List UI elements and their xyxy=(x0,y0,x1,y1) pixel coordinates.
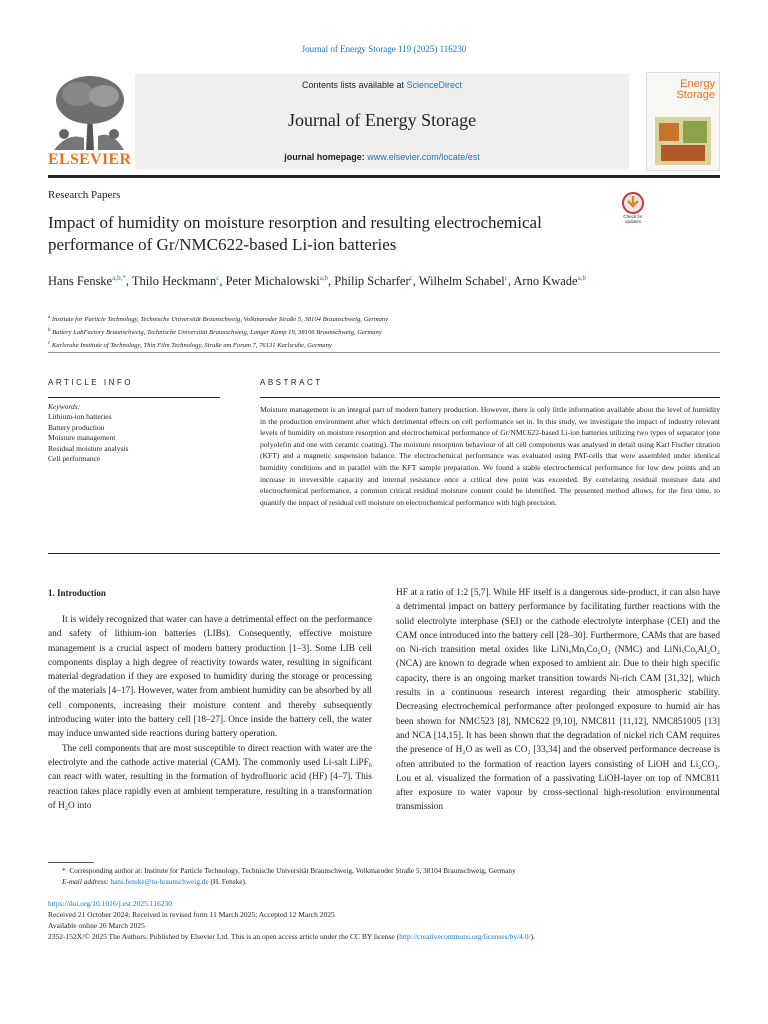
author-affiliation-marker[interactable]: c xyxy=(216,274,220,282)
author-list: Hans Fenske$^{a,b,*}$, Thilo Heckmann$^c$, Peter Michalowski$^{a,b}$, Philip Scharfer$^c$, Wilhelm Schabel$^c$, Arno Kwade$^{a,b}$ xyxy=(48,274,586,289)
section-type: Research Papers xyxy=(48,189,121,201)
homepage-prefix: journal homepage: xyxy=(284,152,368,162)
homepage-link[interactable]: www.elsevier.com/locate/est xyxy=(367,152,480,162)
author-name[interactable]: Wilhelm Schabel xyxy=(418,274,505,289)
body-paragraph: HF at a ratio of 1:2 [5,7]. While HF itself is a dangerous side-product, it can also have a detrimental impact on battery performance by facilitating further reactions with the solid electrolyte interphase (SEI) or the cathode electrolyte interphase (CEI) and the CAM once introduced into the battery cell [28–30]. Furthermore, CAMs that are based on Ni-rich transition metal oxides like LiNiₓMnᵧCo₂O₂ (NMC) and LiNiₓCoᵧAl₂O₂ (NCA) are known to degrade when exposed to ambient air. Due to their high specific capacity, there is an ongoing market transition towards Ni-rich CAM [31,32], which results in a continuous research interest regarding their atmospheric stability. Decreasing electrochemical performance after prolonged exposure to humid air has been shown for NMC523 [8], NMC622 [9,10], NMC811 [11,12], NMC851005 [13] and NCA [14,15]. It has been shown that the degradation of nickel rich CAM requires the presence of H₂O as well as CO₂ [33,34] and the observed performance decrease is often attributed to the formation of reaction layers consisting of LiOH and Li₂CO₃. Lou et al. visualized the formation of a passivating LiOH-layer on top of NMC811 after exposure to water vapour by cross-sectional high-resolution environmental transmission xyxy=(396,588,720,813)
email-suffix: (H. Fenske). xyxy=(210,877,247,886)
email-link[interactable]: hans.fenske@tu-braunschweig.de xyxy=(110,877,209,886)
journal-title: Journal of Energy Storage xyxy=(287,110,477,130)
body-paragraph: The cell components that are most susceptible to direct reaction with water are the electrolyte and the cathode active material (CAM). The commonly used Li-salt LiPF₆ can react with water, resulting in the formation of hydrofluoric acid (HF) [4–7]. This reaction takes place rapidly even at ambient temperature, resulting in a transformation of H₂O into xyxy=(48,743,372,811)
masthead xyxy=(48,72,720,171)
affiliation-item xyxy=(48,312,648,325)
license-suffix: ). xyxy=(530,932,536,941)
author-affiliation-marker[interactable]: c xyxy=(504,274,508,282)
cover-image-icon xyxy=(655,117,711,165)
body-column-right xyxy=(396,586,720,815)
author-name[interactable]: Philip Scharfer xyxy=(334,274,410,289)
check-for-updates-button[interactable] xyxy=(618,192,648,226)
affiliation-list xyxy=(48,312,648,352)
email-label: E-mail address: xyxy=(62,877,109,886)
publication-info xyxy=(48,898,728,942)
contents-prefix: Contents lists available at xyxy=(301,80,407,90)
article-info-rule xyxy=(48,397,220,398)
sciencedirect-link[interactable]: ScienceDirect xyxy=(406,80,463,90)
keyword-item: Residual moisture analysis xyxy=(48,443,129,453)
journal-banner xyxy=(135,74,629,169)
doi-link[interactable]: https://doi.org/10.1016/j.est.2025.116230 xyxy=(48,899,172,908)
footnote xyxy=(48,865,720,887)
header-divider xyxy=(48,352,720,353)
keyword-list xyxy=(48,412,220,464)
elsevier-wordmark: ELSEVIER xyxy=(48,151,132,168)
affiliation-key: b xyxy=(48,328,51,334)
affiliation-item xyxy=(48,325,648,338)
license-link[interactable]: http://creativecommons.org/licenses/by/4.0/ xyxy=(399,932,531,941)
author-affiliation-marker[interactable]: a,b xyxy=(577,274,586,282)
top-rule xyxy=(48,175,720,178)
check-updates-label: Check for updates xyxy=(623,214,643,224)
received-dates: Received 21 October 2024; Received in revised form 11 March 2025; Accepted 12 March 2025 xyxy=(48,910,335,919)
elsevier-logo[interactable] xyxy=(48,72,130,171)
affiliation-item xyxy=(48,338,648,351)
author-affiliation-marker[interactable]: a,b,* xyxy=(112,274,126,282)
author-name[interactable]: Thilo Heckmann xyxy=(131,274,217,289)
article-info-heading: ARTICLE INFO xyxy=(48,378,133,387)
cover-title-line2: Storage xyxy=(676,89,715,101)
affiliation-text: Karlsruhe Institute of Technology, Thin Film Technology, Straße am Forum 7, 76131 Karlsruhe, Germany xyxy=(51,342,332,350)
author-name[interactable]: Arno Kwade xyxy=(513,274,578,289)
abstract-text: Moisture management is an integral part of modern battery production. However, there is only little information available about the level of humidity in the production environment after which detrimental effects on cell performance set in. In this study, we investigate the impact of industry relevant levels of humidity on moisture resorption and electrochemical performance of Gr/NMC622-based Li-ion batteries utilizing two types of separator (one polyolefin and one with ceramic coating). The moisture resorption behaviour of all cell components was analysed in detail using Karl Fischer titration (KFT) and a magnetic suspension balance. The electrochemical performance was evaluated using PAT-cells that were assembled under identical humidity conditions and in parallel with the KFT sample preparation. We found a stable electrochemical performance for low dew points and an increase in irreversible capacity and internal resistance once a critical dew point was exceeded. By correlating residual moisture data and electrochemical performance, a common critical residual moisture content could be identified. The presented method allows, for the first time, to quantify the impact of residual cell moisture on electrochemical performance with high precision. xyxy=(260,405,720,507)
author-affiliation-marker[interactable]: a,b xyxy=(319,274,329,282)
cover-title-line1: Energy xyxy=(680,78,715,90)
author-name[interactable]: Hans Fenske xyxy=(48,274,113,289)
abstract-rule xyxy=(260,397,720,398)
affiliation-text: Battery LabFactory Braunschweig, Technische Universität Braunschweig, Langer Kamp 19, 38106 Braunschweig, Germany xyxy=(52,329,382,337)
author-name[interactable]: Peter Michalowski xyxy=(225,274,320,289)
keyword-item: Lithium-ion batteries xyxy=(48,412,112,422)
abstract-bottom-rule xyxy=(48,553,720,554)
body-paragraph: It is widely recognized that water can have a detrimental effect on the performance and safety of lithium-ion batteries (LIBs). Consequently, effective moisture management is a crucial aspect of modern battery production [1–3]. Some LIB cell components display a high degree of reactivity towards water, resulting in significant material degradation if they are exposed to humidity during the storage or processing of the materials [4–17]. However, water from ambient humidity can be absorbed by all cell components, increasing their moisture content and thereby subsequently introducing water into the battery cell [18–27]. Once inside the battery cell, the water may induce unwanted side reactions during battery operation. xyxy=(48,615,372,740)
keyword-item: Cell performance xyxy=(48,454,101,464)
homepage-line xyxy=(135,152,629,162)
keywords-label: Keywords: xyxy=(48,402,81,411)
footnote-text: Corresponding author at: Institute for Particle Technology, Technische Universität Braunschweig, Volkmaroder Straße 5, 38104 Braunschweig, Germany xyxy=(69,866,516,875)
article-title: Impact of humidity on moisture resorption and resulting electrochemical performance of Gr/NMC622-based Li-ion batteries xyxy=(48,213,542,254)
journal-cover[interactable] xyxy=(646,72,720,171)
affiliation-key: c xyxy=(48,341,51,347)
keywords-block xyxy=(48,402,220,464)
license-line xyxy=(48,931,728,942)
author-affiliation-marker[interactable]: c xyxy=(409,274,413,282)
footnote-marker: * xyxy=(62,866,66,875)
cover-title xyxy=(676,79,715,101)
affiliation-text: Institute for Particle Technology, Technische Universität Braunschweig, Volkmaroder Straße 5, 38104 Braunschweig, Germany xyxy=(51,316,389,324)
contents-line xyxy=(135,80,629,90)
keyword-item: Battery production xyxy=(48,422,105,432)
affiliation-key: a xyxy=(48,315,51,320)
footnote-rule xyxy=(48,862,94,863)
keyword-item: Moisture management xyxy=(48,433,116,443)
journal-reference[interactable]: Journal of Energy Storage 119 (2025) 116230 xyxy=(301,44,467,54)
available-online: Available online 26 March 2025 xyxy=(48,921,145,930)
elsevier-tree-icon xyxy=(48,72,130,152)
abstract-heading: ABSTRACT xyxy=(260,378,323,387)
body-column-left xyxy=(48,613,372,813)
introduction-heading: 1. Introduction xyxy=(48,588,106,598)
license-prefix: 2352-152X/© 2025 The Authors. Published by Elsevier Ltd. This is an open access article under the CC BY license ( xyxy=(48,932,400,941)
